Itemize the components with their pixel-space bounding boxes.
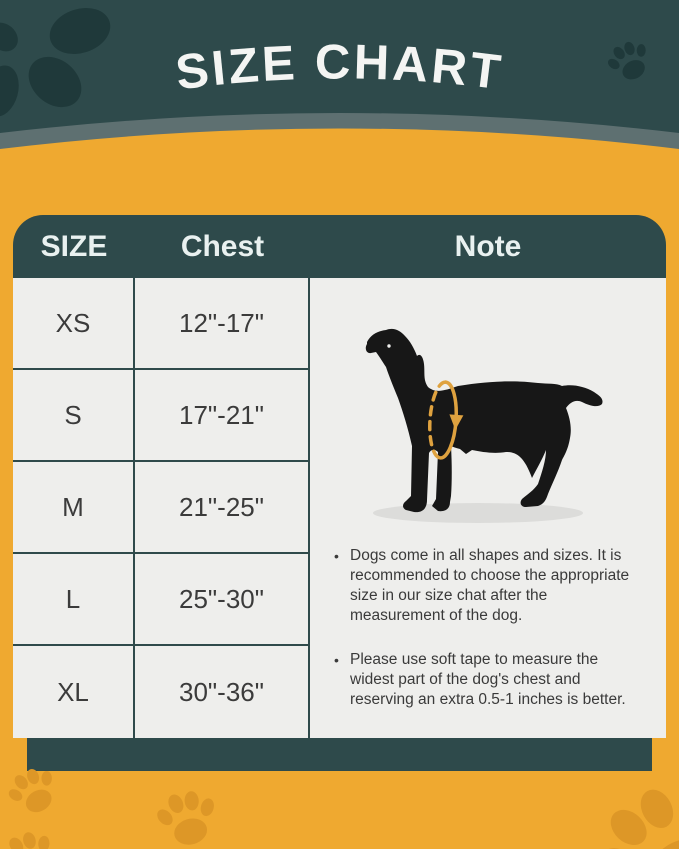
chest-value: 17"-21" [135, 370, 310, 460]
table-body [13, 278, 666, 738]
size-chest-columns [13, 278, 310, 738]
paw-icon [150, 783, 225, 849]
paw-icon [0, 822, 64, 849]
size-value: XS [13, 278, 135, 368]
column-header-size: SIZE [40, 229, 108, 263]
note-cell [310, 278, 666, 738]
size-value: L [13, 554, 135, 644]
card-footer-bar [27, 738, 652, 771]
dog-chest-measure-illustration [310, 280, 666, 530]
size-value: S [13, 370, 135, 460]
table-row [13, 554, 310, 646]
column-header-chest: Chest [180, 229, 265, 263]
chest-value: 12"-17" [135, 278, 310, 368]
page-title: SIZE CHART [172, 35, 507, 101]
note-item [334, 650, 644, 710]
dog-eye [387, 344, 390, 347]
size-chart-card [13, 215, 666, 771]
paw-icon [575, 759, 679, 849]
table-row [13, 370, 310, 462]
note-item [334, 546, 644, 626]
chest-value: 21"-25" [135, 462, 310, 552]
notes-list [334, 546, 644, 734]
table-row [13, 278, 310, 370]
bullet-icon: • [334, 548, 339, 564]
table-header-row [13, 215, 666, 278]
size-value: M [13, 462, 135, 552]
column-header-note: Note [454, 229, 522, 263]
dog-silhouette [366, 329, 603, 512]
note-text: Dogs come in all shapes and sizes. It is recommended to choose the appropriate size in our size chat after the measurement of the dog. [350, 547, 630, 624]
chest-value: 30"-36" [135, 646, 310, 738]
size-value: XL [13, 646, 135, 738]
note-text: Please use soft tape to measure the widest part of the dog's chest and reserving an extra 0.5-1 inches is better. [350, 651, 626, 708]
table-row [13, 646, 310, 738]
table-row [13, 462, 310, 554]
bullet-icon: • [334, 652, 339, 668]
header-banner [0, 0, 679, 170]
chest-value: 25"-30" [135, 554, 310, 644]
